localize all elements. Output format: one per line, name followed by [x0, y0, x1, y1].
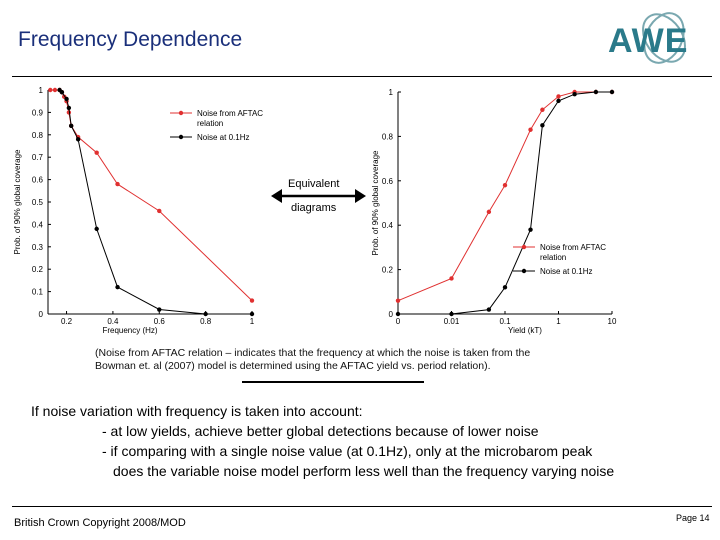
data-point — [64, 97, 68, 101]
data-point — [157, 209, 161, 213]
x-tick-label: 1 — [249, 317, 255, 326]
data-point — [60, 90, 64, 94]
series-line — [398, 92, 612, 314]
data-point — [203, 312, 207, 316]
data-point — [94, 227, 98, 231]
diagrams-label: diagrams — [291, 202, 337, 214]
caption-line-2: Bowman et. al (2007) model is determined using the AFTAC yield vs. period relation). — [95, 360, 491, 372]
caption-line-1: (Noise from AFTAC relation – indicates that the frequency at which the noise is taken from the — [95, 347, 531, 359]
data-point — [115, 285, 119, 289]
legend-marker — [179, 111, 183, 115]
x-axis-label: Yield (kT) — [508, 326, 542, 335]
x-axis-label: Frequency (Hz) — [102, 326, 158, 335]
y-tick-label: 1 — [388, 88, 393, 97]
data-point — [503, 183, 507, 187]
data-point — [610, 90, 614, 94]
y-tick-label: 1 — [38, 86, 43, 95]
x-tick-label: 1 — [556, 317, 561, 326]
x-tick-label: 0.1 — [499, 317, 511, 326]
data-point — [594, 90, 598, 94]
data-point — [572, 92, 576, 96]
footer-page-number: Page 14 — [676, 513, 710, 523]
data-point — [540, 123, 544, 127]
y-tick-label: 0 — [388, 310, 393, 319]
page-title: Frequency Dependence — [18, 28, 243, 51]
data-point — [396, 298, 400, 302]
x-tick-label: 0.4 — [107, 317, 119, 326]
y-tick-label: 0.4 — [31, 220, 43, 230]
y-axis-label: Prob. of 90% global coverage — [13, 149, 22, 255]
y-tick-label: 0.6 — [381, 176, 393, 186]
body-bullet-2-continued: does the variable noise model perform less well than the frequency varying noise — [113, 463, 615, 479]
data-point — [396, 312, 400, 316]
data-point — [540, 108, 544, 112]
footer-divider — [12, 506, 712, 507]
y-tick-label: 0 — [38, 310, 43, 319]
y-tick-label: 0.1 — [31, 287, 43, 297]
title-divider — [12, 76, 712, 77]
data-point — [449, 276, 453, 280]
legend-label: Noise at 0.1Hz — [540, 267, 593, 276]
legend-marker — [522, 269, 526, 273]
legend-label: relation — [197, 119, 224, 128]
y-tick-label: 0.6 — [31, 175, 43, 185]
y-tick-label: 0.3 — [31, 242, 43, 252]
legend-marker — [179, 135, 183, 139]
data-point — [556, 99, 560, 103]
y-tick-label: 0.2 — [381, 265, 393, 275]
x-tick-label: 0.8 — [200, 317, 212, 326]
data-point — [556, 94, 560, 98]
data-point — [67, 106, 71, 110]
figure-caption — [95, 347, 615, 373]
x-tick-label: 0.2 — [60, 317, 73, 326]
y-tick-label: 0.4 — [381, 221, 393, 231]
y-tick-label: 0.5 — [31, 198, 43, 207]
data-point — [157, 307, 161, 311]
y-tick-label: 0.2 — [31, 265, 43, 275]
data-point — [528, 128, 532, 132]
y-tick-label: 0.8 — [31, 130, 43, 140]
y-axis-label: Prob. of 90% global coverage — [371, 150, 380, 256]
data-point — [94, 151, 98, 155]
x-tick-label: 0.6 — [153, 317, 165, 326]
data-point — [115, 182, 119, 186]
data-point — [69, 124, 73, 128]
awe-logo — [604, 8, 709, 66]
legend-label: Noise from AFTAC — [197, 109, 264, 118]
y-tick-label: 0.9 — [31, 108, 43, 118]
data-point — [449, 312, 453, 316]
x-tick-label: 10 — [607, 317, 617, 326]
yield-chart — [368, 80, 623, 335]
data-point — [250, 312, 254, 316]
legend-marker — [522, 245, 526, 249]
equivalent-label: Equivalent — [288, 178, 340, 190]
data-point — [250, 298, 254, 302]
caption-divider — [242, 381, 424, 383]
logo-text: AWE — [608, 22, 689, 60]
data-point — [487, 210, 491, 214]
y-tick-label: 0.7 — [31, 153, 43, 163]
data-point — [53, 88, 57, 92]
data-point — [48, 88, 52, 92]
frequency-chart — [10, 80, 265, 335]
x-tick-label: 0.01 — [443, 317, 460, 326]
data-point — [503, 285, 507, 289]
data-point — [76, 137, 80, 141]
body-intro: If noise variation with frequency is taken into account: — [31, 403, 363, 419]
body-bullet-1: - at low yields, achieve better global detections because of lower noise — [102, 423, 539, 439]
footer-copyright: British Crown Copyright 2008/MOD — [14, 517, 186, 529]
y-tick-label: 0.8 — [381, 132, 393, 142]
data-point — [528, 227, 532, 231]
legend-label: Noise at 0.1Hz — [197, 133, 250, 142]
legend-label: relation — [540, 253, 567, 262]
x-tick-label: 0 — [395, 317, 401, 326]
data-point — [487, 307, 491, 311]
body-bullet-2: - if comparing with a single noise value (at 0.1Hz), only at the microbarom peak — [102, 443, 593, 459]
legend-label: Noise from AFTAC — [540, 243, 607, 252]
